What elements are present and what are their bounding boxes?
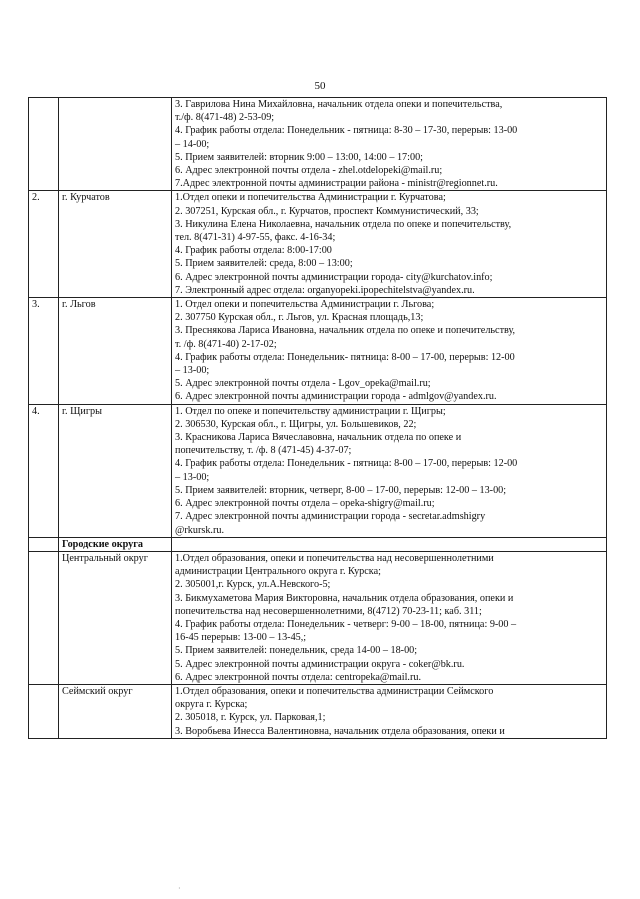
email-line: 5. Адрес электронной почты отдела - Lgov_opeka@mail.ru; bbox=[175, 378, 431, 390]
table-row bbox=[29, 684, 607, 738]
detail-line: 7. Адрес электронной почты администрации города - secretar.admshigry bbox=[175, 511, 486, 523]
row-number bbox=[29, 98, 59, 191]
detail-line: 2. 307750 Курская обл., г. Льгов, ул. Красная площадь,13; bbox=[175, 312, 424, 324]
detail-line: 16-45 перерыв: 13-00 – 13-45,; bbox=[175, 632, 307, 644]
contact-details bbox=[172, 191, 607, 298]
detail-line: 1.Отдел образования, опеки и попечительства над несовершеннолетними bbox=[175, 552, 494, 564]
table-row bbox=[29, 298, 607, 405]
detail-line: 5. Прием заявителей: вторник, четверг, 8-00 – 17-00, перерыв: 12-00 – 13-00; bbox=[175, 484, 507, 496]
row-number: 2. bbox=[29, 191, 59, 298]
email-line: 7. Электронный адрес отдела: organyopeki.ipopechitelstva@yandex.ru. bbox=[175, 284, 475, 296]
detail-line: 4. График работы отдела: Понедельник - пятница: 8-00 – 17-00, перерыв: 12-00 bbox=[175, 458, 518, 470]
detail-line: 5. Прием заявителей: понедельник, среда 14-00 – 18-00; bbox=[175, 645, 418, 657]
detail-line: 1. Отдел опеки и попечительства Администрации г. Льгова; bbox=[175, 299, 435, 311]
row-number bbox=[29, 537, 59, 551]
row-number: 3. bbox=[29, 298, 59, 405]
detail-line: 1.Отдел образования, опеки и попечительства администрации Сеймского bbox=[175, 685, 494, 697]
locality-name: г. Щигры bbox=[59, 404, 172, 537]
contact-details bbox=[172, 537, 607, 551]
contact-details bbox=[172, 551, 607, 684]
detail-line: 3. Воробьева Инесса Валентиновна, начальник отдела образования, опеки и bbox=[175, 725, 505, 737]
detail-line: – 13-00; bbox=[175, 471, 210, 483]
email-line: 5. Адрес электронной почты администрации округа - coker@bk.ru. bbox=[175, 658, 465, 670]
detail-line: округа г. Курска; bbox=[175, 699, 248, 711]
email-line: 7.Адрес электронной почты администрации района - ministr@regionnet.ru. bbox=[175, 178, 498, 190]
detail-line: 1. Отдел по опеке и попечительству администрации г. Щигры; bbox=[175, 405, 446, 417]
contact-details bbox=[172, 298, 607, 405]
contacts-table bbox=[28, 97, 607, 739]
detail-line: тел. 8(471-31) 4-97-55, факс. 4-16-34; bbox=[175, 232, 336, 244]
email-line: @rkursk.ru. bbox=[175, 524, 224, 536]
contact-details bbox=[172, 684, 607, 738]
detail-line: 5. Прием заявителей: среда, 8:00 – 13:00; bbox=[175, 258, 353, 270]
detail-line: 3. Красникова Лариса Вячеславовна, начальник отдела по опеке и bbox=[175, 432, 462, 444]
detail-line: 2. 305018, г. Курск, ул. Парковая,1; bbox=[175, 712, 326, 724]
detail-line: т./ф. 8(471-48) 2-53-09; bbox=[175, 112, 275, 124]
locality-name: г. Курчатов bbox=[59, 191, 172, 298]
detail-line: 2. 306530, Курская обл., г. Щигры, ул. Большевиков, 22; bbox=[175, 418, 417, 430]
email-line: 6. Адрес электронной почты администрации города - admlgov@yandex.ru. bbox=[175, 391, 497, 403]
email-line: 6. Адрес электронной почты отдела: centropeka@mail.ru. bbox=[175, 671, 422, 683]
page-number: 50 bbox=[314, 80, 326, 92]
email-line: 6. Адрес электронной почты отдела – opeka-shigry@mail.ru; bbox=[175, 498, 435, 510]
contacts-table-body bbox=[29, 98, 607, 739]
detail-line: – 13-00; bbox=[175, 365, 210, 377]
locality-name: Центральный округ bbox=[59, 551, 172, 684]
detail-line: 3. Никулина Елена Николаевна, начальник отдела по опеке и попечительству, bbox=[175, 218, 512, 230]
section-row bbox=[29, 537, 607, 551]
detail-line: 3. Бикмухаметова Мария Викторовна, начальник отдела образования, опеки и bbox=[175, 592, 514, 604]
table-row bbox=[29, 551, 607, 684]
detail-line: 2. 305001,г. Курск, ул.А.Невского-5; bbox=[175, 579, 331, 591]
locality-name: Сеймский округ bbox=[59, 684, 172, 738]
detail-line: 3. Преснякова Лариса Ивановна, начальник отдела по опеке и попечительству, bbox=[175, 325, 516, 337]
table-row bbox=[29, 191, 607, 298]
locality-name: г. Льгов bbox=[59, 298, 172, 405]
contact-details bbox=[172, 98, 607, 191]
email-line: 6. Адрес электронной почты администрации города- city@kurchatov.info; bbox=[175, 271, 493, 283]
detail-line: попечительству, т. /ф. 8 (471-45) 4-37-07; bbox=[175, 445, 352, 457]
row-number: 4. bbox=[29, 404, 59, 537]
detail-line: 2. 307251, Курская обл., г. Курчатов, проспект Коммунистический, 33; bbox=[175, 205, 479, 217]
row-number bbox=[29, 684, 59, 738]
detail-line: администрации Центрального округа г. Курска; bbox=[175, 566, 381, 578]
row-number bbox=[29, 551, 59, 684]
detail-line: 4. График работы отдела: Понедельник - четверг: 9-00 – 18-00, пятница: 9-00 – bbox=[175, 618, 517, 630]
detail-line: попечительства над несовершеннолетними, 8(4712) 70-23-11; каб. 311; bbox=[175, 605, 482, 617]
scan-mark: · bbox=[178, 884, 181, 893]
section-title: Городские округа bbox=[59, 537, 172, 551]
detail-line: 1.Отдел опеки и попечительства Администрации г. Курчатова; bbox=[175, 192, 446, 204]
locality-name bbox=[59, 98, 172, 191]
table-row bbox=[29, 98, 607, 191]
detail-line: 4. График работы отдела: Понедельник- пятница: 8-00 – 17-00, перерыв: 12-00 bbox=[175, 351, 515, 363]
detail-line: 4. График работы отдела: Понедельник - пятница: 8-30 – 17-30, перерыв: 13-00 bbox=[175, 125, 518, 137]
detail-line: т. /ф. 8(471-40) 2-17-02; bbox=[175, 338, 277, 350]
email-line: 6. Адрес электронной почты отдела - zhel.otdelopeki@mail.ru; bbox=[175, 165, 443, 177]
detail-line: 3. Гаврилова Нина Михайловна, начальник отдела опеки и попечительства, bbox=[175, 99, 503, 110]
detail-line: – 14-00; bbox=[175, 138, 210, 150]
detail-line: 4. График работы отдела: 8:00-17:00 bbox=[175, 245, 332, 257]
detail-line: 5. Прием заявителей: вторник 9:00 – 13:00, 14:00 – 17:00; bbox=[175, 151, 423, 163]
table-row bbox=[29, 404, 607, 537]
contact-details bbox=[172, 404, 607, 537]
